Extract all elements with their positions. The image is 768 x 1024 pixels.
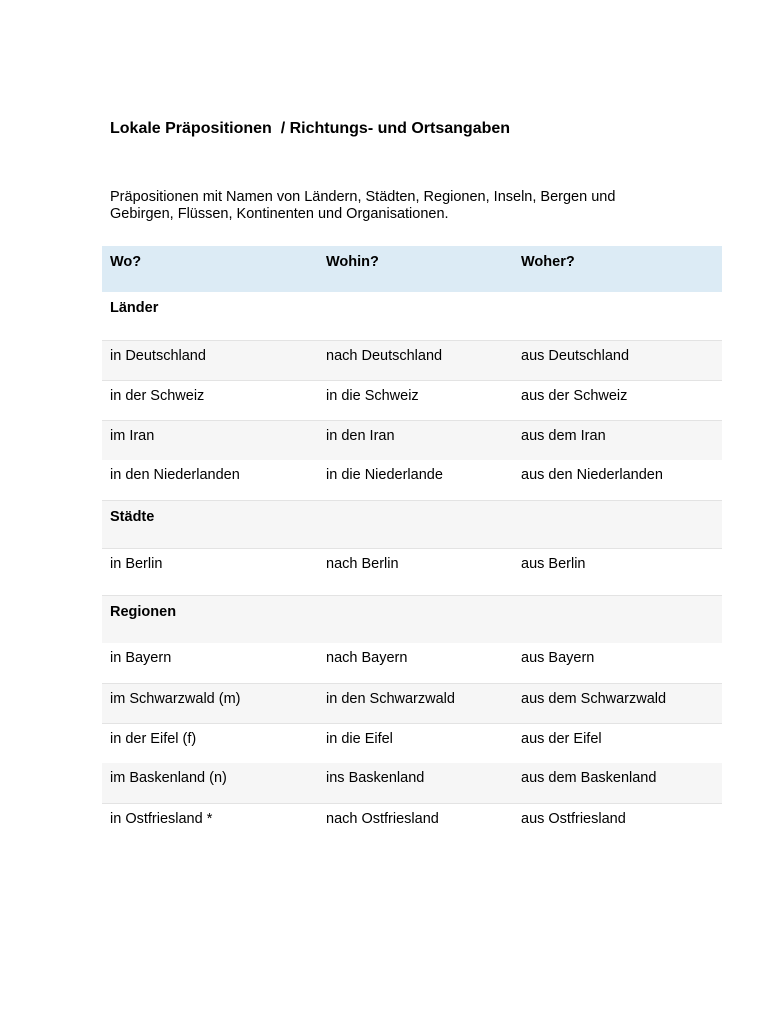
cell-wo: in den Niederlanden — [102, 460, 318, 500]
cell-woher: aus den Niederlanden — [513, 460, 722, 500]
section-label: Städte — [102, 500, 318, 548]
table-header-row — [102, 246, 722, 292]
cell-woher: aus Bayern — [513, 643, 722, 683]
cell-woher: aus dem Schwarzwald — [513, 683, 722, 723]
header-wo: Wo? — [102, 246, 318, 292]
cell-woher: aus dem Baskenland — [513, 763, 722, 803]
table-row — [102, 643, 722, 683]
intro-line-1: Präpositionen mit Namen von Ländern, Städten, Regionen, Inseln, Bergen und — [110, 189, 616, 205]
section-row-staedte — [102, 500, 722, 548]
cell-wohin: nach Berlin — [318, 548, 513, 595]
cell-wo: in der Schweiz — [102, 380, 318, 420]
table-row — [102, 683, 722, 723]
table-row — [102, 340, 722, 380]
cell-wo: in Ostfriesland * — [110, 810, 213, 827]
cell-wo: im Baskenland (n) — [102, 763, 318, 803]
table-row — [102, 420, 722, 460]
cell-wo: im Schwarzwald (m) — [102, 683, 318, 723]
cell-wohin: nach Ostfriesland — [326, 810, 439, 827]
intro-paragraph — [110, 189, 710, 223]
prepositions-table — [102, 246, 722, 843]
cell-wohin: ins Baskenland — [318, 763, 513, 803]
cell-woher: aus der Eifel — [521, 730, 602, 747]
cell-woher: aus dem Iran — [513, 420, 722, 460]
table-row — [102, 803, 722, 843]
cell-wohin: nach Deutschland — [318, 340, 513, 380]
table-row — [102, 460, 722, 500]
cell-woher: aus Deutschland — [513, 340, 722, 380]
cell-wo: in der Eifel (f) — [110, 730, 197, 747]
cell-wohin: in den Schwarzwald — [318, 683, 513, 723]
section-label: Länder — [102, 292, 318, 340]
table-row — [102, 380, 722, 420]
cell-wo: in Berlin — [102, 548, 318, 595]
cell-wohin: in die Schweiz — [318, 380, 513, 420]
cell-wo: in Bayern — [102, 643, 318, 683]
header-woher: Woher? — [513, 246, 722, 292]
cell-wo: im Iran — [102, 420, 318, 460]
section-row-laender — [102, 292, 722, 340]
cell-wohin: in den Iran — [318, 420, 513, 460]
header-wohin: Wohin? — [318, 246, 513, 292]
page-title: Lokale Präpositionen / Richtungs- und Ortsangaben — [110, 120, 511, 137]
cell-woher: aus der Schweiz — [513, 380, 722, 420]
intro-line-2: Gebirgen, Flüssen, Kontinenten und Organisationen. — [110, 206, 449, 222]
cell-wohin: nach Bayern — [318, 643, 513, 683]
table-row — [102, 763, 722, 803]
cell-wo: in Deutschland — [102, 340, 318, 380]
cell-woher: aus Ostfriesland — [521, 810, 626, 827]
section-row-regionen — [102, 595, 722, 643]
cell-woher: aus Berlin — [513, 548, 722, 595]
cell-wohin: in die Niederlande — [318, 460, 513, 500]
table-row — [102, 548, 722, 595]
cell-wohin: in die Eifel — [326, 730, 393, 747]
table-row — [102, 723, 722, 763]
section-label: Regionen — [102, 595, 318, 643]
